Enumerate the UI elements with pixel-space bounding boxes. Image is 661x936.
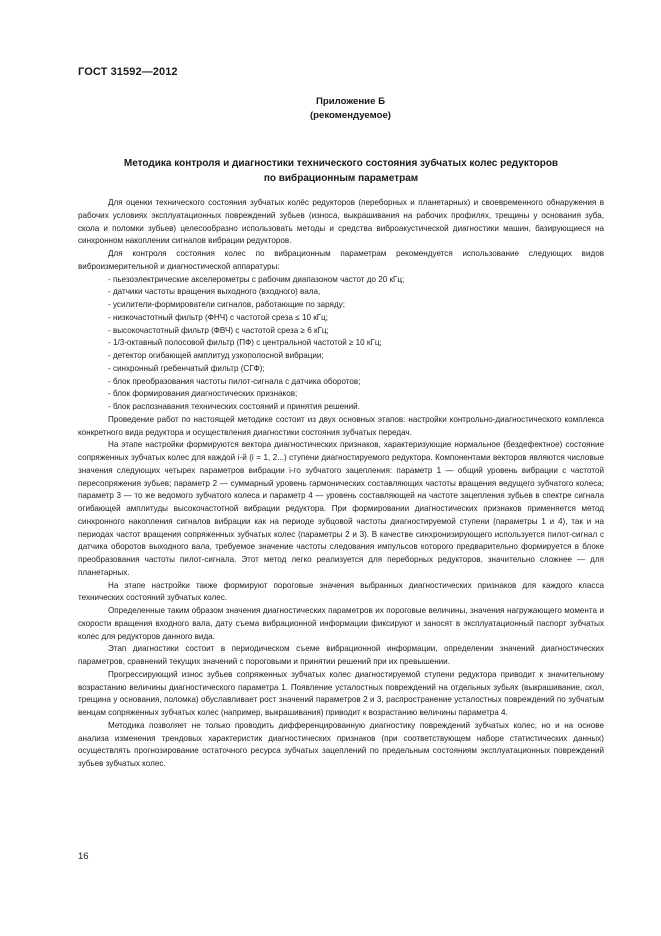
paragraph: На этапе настройки формируются вектора диагностических признаков, характеризующие нормальное (бездефектное) состояние сопряженных зубчатых колес для каждой i-й (i = 1, 2...) ступени диагностируемого редуктора. Компонентами векторов являются числовые значения следующих четырех параметров вибрации i-го зубчатого зацепления: параметр 1 — общий уровень вибрации с частотой пересопряжения зубьев; параметр 2 — суммарный уровень гармонических составляющих частоты вращения ведущего зубчатого колеса; параметр 3 — то же ведомого зубчатого колеса и параметр 4 — уровень составляющей на частоте зацепления зубьев в спектре сигнала огибающей амплитуды высокочастотной вибрации редуктора. При формировании диагностических признаков применяется метод синхронного накопления сигналов вибрации как на периоде зубцовой частоты диагностируемой ступени (параметры 1 и 4), так и на периодах частот вращения сопряженных зубчатых колес (параметры 2 и 3). В качестве синхронизирующего используется пилот-сигнал с датчика оборотов выходного вала, требуемое значение частоты следования импульсов которого предварительно формируется в блоке преобразования частоты пилот-сигнала. Этот метод легко реализуется для переборных редукторов, значительно сложнее — для планетарных. <box>78 440 604 577</box>
list-item: - усилители-формирователи сигналов, работающие по заряду; <box>108 300 345 309</box>
paragraph: Определенные таким образом значения диагностических параметров их пороговые величины, значения нагружающего момента и скорости вращения входного вала, дату съема вибрационной информации фиксируют и заносят в эксплуатационный паспорт зубчатых колес для редукторов данного вида. <box>78 606 604 641</box>
list-item: - высокочастотный фильтр (ФВЧ) с частотой среза ≥ 6 кГц; <box>108 325 329 335</box>
list-item: - пьезоэлектрические акселерометры с рабочим диапазоном частот до 20 кГц; <box>108 274 405 284</box>
section-title <box>78 156 604 186</box>
paragraph: Проведение работ по настоящей методике состоит из двух основных этапов: настройки контрольно-диагностического комплекса конкретного вида редуктора и осуществления диагностики состояния зубчатых передач. <box>78 414 604 437</box>
list-item: - низкочастотный фильтр (ФНЧ) с частотой среза ≤ 10 кГц; <box>108 312 329 322</box>
equipment-list <box>78 274 604 414</box>
paragraph: Методика позволяет не только проводить дифференцированную диагностику повреждений зубчатых колес, но и на основе анализа изменения трендовых характеристик диагностических признаков (при соответствующем наборе статистических данных) осуществлять прогнозирование остаточного ресурса зубчатых зацеплений по предельным состояниям эксплуатационных повреждений зубьев зубчатых колес. <box>78 720 604 768</box>
page-number: 16 <box>78 851 89 862</box>
appendix-label: Приложение Б <box>316 96 385 107</box>
section-title-line-2: по вибрационным параметрам <box>263 173 419 184</box>
appendix-note: (рекомендуемое) <box>309 110 391 121</box>
section-title-line-1: Методика контроля и диагностики технического состояния зубчатых колес редукторов <box>123 158 559 169</box>
list-item: - блок распознавания технических состояний и принятия решений. <box>108 402 360 411</box>
paragraph: На этапе настройки также формируют пороговые значения выбранных диагностических признаков для каждого класса технических состояний зубчатых колес. <box>78 580 604 603</box>
list-item: - датчики частоты вращения выходного (входного) вала, <box>108 287 321 297</box>
paragraph: Прогрессирующий износ зубьев сопряженных зубчатых колес диагностируемой ступени редуктора приводит к значительному возрастанию величины диагностического параметра 1. Появление усталостных повреждений на отдельных зубьях (выкрашивание, скол, трещина у основания, поломка) обуславливает рост значений параметров 2 и 3, распространение усталостных повреждений по зубчатым венцам сопряженных зубчатых колес (например, выкрашивания) приводит к возрастанию величины параметра 4. <box>78 669 604 717</box>
list-item: - блок формирования диагностических признаков; <box>108 389 298 399</box>
paragraph: Для контроля состояния колес по вибрационным параметрам рекомендуется использование следующих видов виброизмерительной и диагностической аппаратуры: <box>78 249 604 271</box>
list-item: - синхронный гребенчатый фильтр (СГФ); <box>108 363 265 373</box>
list-item: - блок преобразования частоты пилот-сигнала с датчика оборотов; <box>108 376 361 386</box>
document-code: ГОСТ 31592—2012 <box>78 66 178 78</box>
list-item: - детектор огибающей амплитуд узкополосной вибрации; <box>108 351 324 360</box>
list-item: - 1/3-октавный полосовой фильтр (ПФ) с центральной частотой ≥ 10 кГц; <box>108 338 382 348</box>
paragraph: Для оценки технического состояния зубчатых колёс редукторов (переборных и планетарных) и своевременного обнаружения в рабочих условиях эксплуатационных повреждений зубьев (износа, выкрашивания на рабочих профилях, трещины у основания зуба, скола и поломки зубьев) целесообразно использовать методы и средства виброакустической диагностики машин, базирующиеся на синхронном накоплении сигналов вибрации редукторов. <box>78 198 604 246</box>
document-body <box>78 197 604 771</box>
paragraph: Этап диагностики состоит в периодическом съеме вибрационной информации, определении значений диагностических параметров, сравнений текущих значений с пороговыми и принятии решений при их превышении. <box>78 644 604 666</box>
